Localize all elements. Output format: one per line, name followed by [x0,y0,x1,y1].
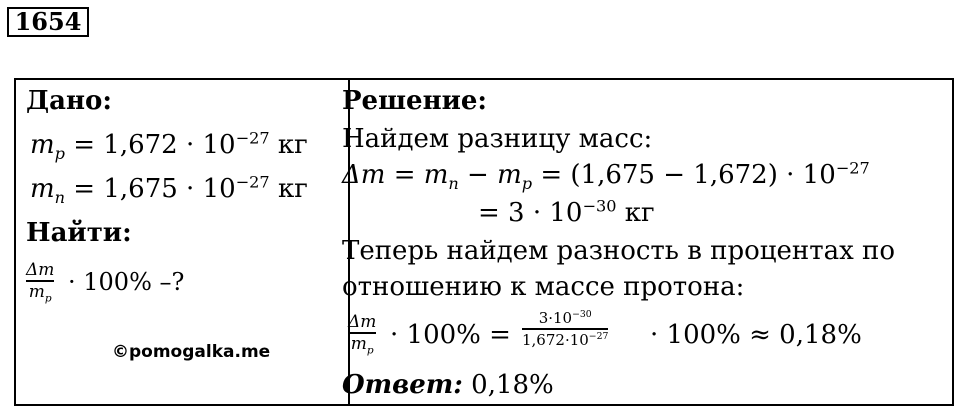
ratio-fraction: $3\cdot 10^{-30}$ $1,672\cdot 10^{-27}$ [522,309,609,349]
given-mn: $m_n = 1,675 \cdot 10^{-27}$ кг [30,172,308,208]
solution-line-5: отношению к массе протона: [342,272,745,302]
percent-fraction: Δm $m_p$ [348,312,377,356]
solution-line-1: Найдем разницу масс: [342,124,653,154]
find-header: Найти: [26,218,132,248]
given-header: Дано: [26,86,112,116]
solution-result: = $3 \cdot 10^{-30}$ кг [478,196,655,228]
percent-mult: · 100% = [390,320,511,350]
answer: Ответ: 0,18% [342,370,554,400]
find-fraction: Δm $m_p$ [26,260,55,304]
solution-delta-m: $\Delta m = m_n - m_p = (1,675 - 1,672) \cdot 10^{-27}$ [342,158,870,194]
watermark: ©pomogalka.me [112,342,271,362]
final-value: · 100% ≈ 0,18% [650,320,862,350]
find-tail: · 100% –? [68,268,185,296]
problem-number: 1654 [7,7,89,37]
given-mp: $m_p = 1,672 \cdot 10^{-27}$ кг [30,128,308,164]
solution-line-4: Теперь найдем разность в процентах по [342,236,895,266]
task-table [14,78,954,406]
solution-header: Решение: [342,86,488,116]
